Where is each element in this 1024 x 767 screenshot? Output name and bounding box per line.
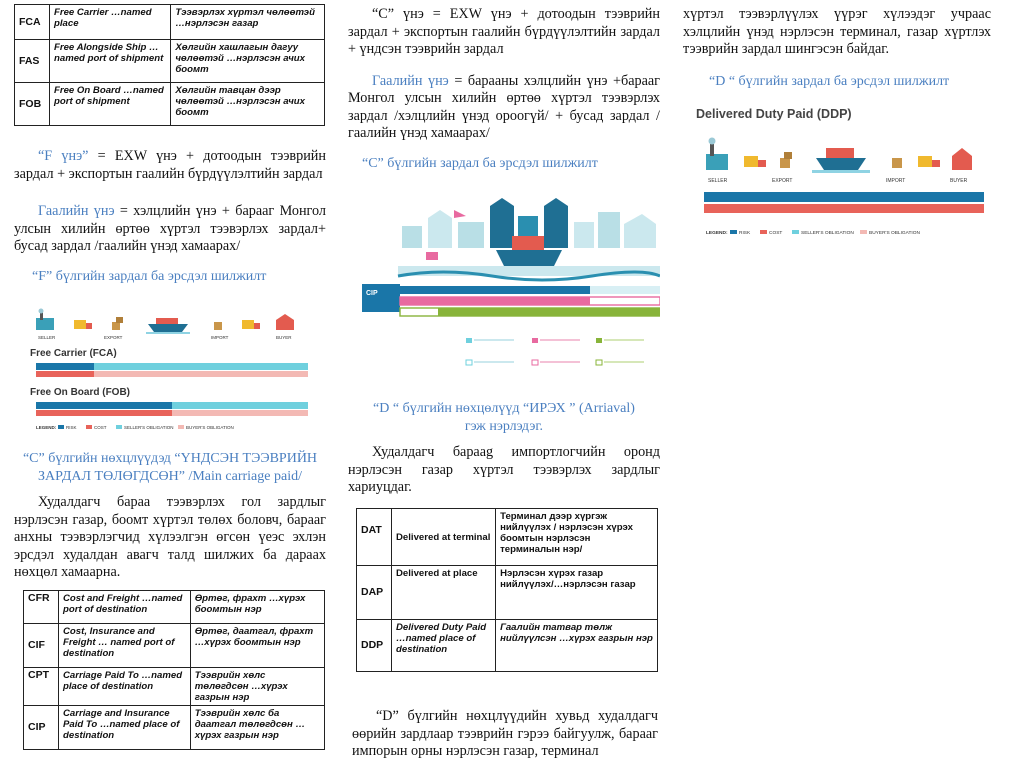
f-price-formula bbox=[14, 148, 326, 183]
boxes-icon bbox=[780, 152, 792, 168]
c-group-figure bbox=[362, 188, 660, 376]
table-row bbox=[15, 40, 325, 83]
term-mongolian: Хөлгийн хашлагын дагуу чөлөөтэй …нэрлэсэн ачих боомт bbox=[171, 40, 325, 83]
term-code: FOB bbox=[15, 83, 50, 126]
seller-label: SELLER bbox=[38, 335, 56, 340]
column-3 bbox=[683, 6, 991, 90]
column-1-lower bbox=[14, 450, 326, 582]
truck-icon bbox=[74, 320, 92, 329]
table-row bbox=[24, 668, 325, 706]
term-english: Carriage Paid To …named place of destination bbox=[59, 668, 191, 706]
column-2 bbox=[348, 6, 660, 172]
fob-cost-bar bbox=[36, 410, 172, 416]
term-mongolian: Хөлгийн тавцан дээр чөлөөтэй …нэрлэсэн ачих боомт bbox=[171, 83, 325, 126]
table-row bbox=[24, 624, 325, 668]
cip-buyer-bar bbox=[438, 308, 660, 316]
term-english: Delivered at place bbox=[392, 566, 496, 620]
table-row bbox=[357, 509, 658, 566]
cip-seller-bar bbox=[400, 286, 590, 294]
cip-cost-bar bbox=[400, 297, 590, 305]
legend-cost: COST bbox=[769, 231, 783, 236]
term-english: Carriage and Insurance Paid To …named place of destination bbox=[59, 706, 191, 750]
ddp-illustration bbox=[696, 104, 986, 254]
term-english: Free Alongside Ship …named port of shipment bbox=[50, 40, 171, 83]
buyer-label: BUYER bbox=[276, 335, 292, 340]
truck-icon bbox=[918, 156, 940, 167]
c-risk-heading: “C” бүлгийн зардал ба эрсдэл шилжилт bbox=[362, 155, 598, 171]
table-row bbox=[24, 706, 325, 750]
term-mongolian: Терминал дээр хүргэж нийлүүлэх / нэрлэсэн хүрэх боомтын нэрлэсэн терминалын нэр/ bbox=[496, 509, 658, 566]
legend-seller-obligation: SELLER'S OBLIGATION bbox=[124, 425, 174, 430]
term-mongolian: Тээвэрлэх хүртэл чөлөөтэй …нэрлэсэн газар bbox=[171, 5, 325, 40]
fob-label: Free On Board (FOB) bbox=[30, 387, 131, 398]
term-mongolian: Өртөг, фрахт …хүрэх боомтын нэр bbox=[190, 591, 324, 624]
import-label: IMPORT bbox=[886, 178, 906, 184]
ddp-figure bbox=[696, 104, 986, 254]
term-english: Delivered Duty Paid …named place of destination bbox=[392, 620, 496, 672]
truck-icon bbox=[744, 156, 766, 167]
term-code: FAS bbox=[15, 40, 50, 83]
term-mongolian: Гаалийн татвар төлж нийлүүлсэн …хүрэх газрын нэр bbox=[496, 620, 658, 672]
boxes-icon bbox=[214, 322, 222, 330]
f-group-figure bbox=[28, 308, 310, 440]
column-1 bbox=[14, 0, 326, 285]
term-code: CFR bbox=[24, 591, 59, 624]
table-row bbox=[357, 620, 658, 672]
seller-label: SELLER bbox=[708, 178, 728, 184]
warehouse-icon bbox=[952, 148, 972, 170]
truck-icon bbox=[242, 320, 260, 329]
term-mongolian: Өртөг, даатгал, фрахт …хүрэх боомтын нэр bbox=[190, 624, 324, 668]
term-code: DDP bbox=[357, 620, 392, 672]
table-row bbox=[24, 591, 325, 624]
term-english: Cost, Insurance and Freight … named port of destination bbox=[59, 624, 191, 668]
d-group-bottom-paragraph: “D” бүлгийн нөхцлүүдийн хувьд худалдагч өөрийн зардлаар тээврийн гэрээ байгуулж, барааг импорын орны нэрлэсэн газар, терминал bbox=[352, 708, 658, 759]
c-price-formula bbox=[348, 6, 660, 59]
customs-value-term: Гаалийн үнэ bbox=[372, 72, 449, 89]
legend-risk: RISK bbox=[66, 425, 77, 430]
customs-value-formula-c bbox=[348, 73, 660, 143]
factory-icon bbox=[36, 309, 54, 331]
table-row bbox=[357, 566, 658, 620]
term-code: CPT bbox=[24, 668, 59, 706]
c-group-paragraph: Худалдагч бараа тээвэрлэх гол зардлыг нэрлэсэн газар, боомт хүртэл төлөх боловч, барааг анхны тээвэрлэгчид хүлээлгэн өгсөн үеэс эхлэн эрсдэл худалдан авагч талд шилжих ба дараах нөхцөл хамаарна. bbox=[14, 494, 326, 580]
d-terms-table bbox=[356, 508, 658, 672]
term-code: DAT bbox=[357, 509, 392, 566]
fca-cost-bar bbox=[36, 371, 94, 377]
c-price-term: “C” bbox=[372, 6, 395, 22]
table-row bbox=[15, 5, 325, 40]
warehouse-icon bbox=[276, 314, 294, 330]
f-terms-table bbox=[14, 4, 325, 126]
customs-value-formula bbox=[14, 203, 326, 256]
ship-icon bbox=[812, 148, 870, 173]
table-row bbox=[15, 83, 325, 126]
d-risk-heading: “D “ бүлгийн зардал ба эрсдэл шилжилт bbox=[709, 73, 950, 89]
ddp-title: Delivered Duty Paid (DDP) bbox=[696, 107, 852, 121]
legend-buyer-obligation: BUYER'S OBLIGATION bbox=[186, 425, 234, 430]
term-mongolian: Тээврийн хөлс төлөгдсөн …хүрэх газрын нэр bbox=[190, 668, 324, 706]
cip-label: CIP bbox=[366, 290, 378, 297]
legend-label: LEGEND: bbox=[706, 231, 728, 236]
customs-value-text: = барааны хэлцлийн үнэ +барааг Монгол улсын хилийн өртөө хүртэл тээвэрлэх зардал /хэлцлийн үнэд ороогүй/ + бусад зардал /гаалийн үнэд хамаарах/ bbox=[348, 72, 661, 141]
legend-label: LEGEND: bbox=[36, 425, 57, 430]
fca-risk-bar bbox=[36, 363, 94, 370]
export-label: EXPORT bbox=[104, 335, 123, 340]
c-price-text: үнэ = EXW үнэ + дотоодын тээврийн зардал + экспортын гаалийн бүрдүүлэлтийн зардал + үндсэн тээврийн зардал bbox=[348, 6, 660, 57]
ddp-risk-bar bbox=[704, 192, 984, 202]
c-terms-table bbox=[23, 590, 325, 750]
import-label: IMPORT bbox=[211, 335, 229, 340]
legend bbox=[466, 338, 644, 365]
f-price-term: “F үнэ” bbox=[38, 148, 89, 164]
term-mongolian: Тээврийн хөлс ба даатгал төлөгдсөн …хүрэх газрын нэр bbox=[190, 706, 324, 750]
factory-icon bbox=[706, 138, 728, 171]
legend-seller-obligation: SELLER'S OBLIGATION bbox=[801, 231, 854, 236]
term-english: Free Carrier …named place bbox=[50, 5, 171, 40]
legend-buyer-obligation: BUYER'S OBLIGATION bbox=[869, 231, 920, 236]
term-english: Delivered at terminal bbox=[392, 509, 496, 566]
export-label: EXPORT bbox=[772, 178, 793, 184]
boxes-icon bbox=[112, 317, 123, 330]
ship-icon bbox=[146, 318, 190, 334]
customs-value-term: Гаалийн үнэ bbox=[38, 203, 115, 219]
truck-icon bbox=[426, 252, 438, 260]
fob-risk-bar bbox=[36, 402, 172, 409]
term-english: Free On Board …named port of shipment bbox=[50, 83, 171, 126]
term-code: CIF bbox=[24, 624, 59, 668]
d-group-paragraph: Худалдагч бараag импортлогчийн оронд нэрлэсэн газар хүртэл тээвэрлэх зардлыг хариуцдаг. bbox=[348, 444, 660, 495]
column-2-lower bbox=[348, 400, 660, 497]
customs-value-text: = хэлцлийн үнэ + барааг Монгол улсын хилийн өртөө хүртэл тээвэрлэх зардал+ бусад зардал /гаалийн үнэд хамаарах/ bbox=[14, 203, 326, 254]
f-price-text: = EXW үнэ + дотоодын тээврийн зардал + экспортын гаалийн бүрдүүлэлтийн зардал bbox=[14, 148, 326, 182]
c-group-illustration bbox=[362, 188, 660, 376]
term-code: FCA bbox=[15, 5, 50, 40]
buyer-label: BUYER bbox=[950, 178, 968, 184]
boxes-icon bbox=[892, 158, 902, 168]
term-english: Cost and Freight …named port of destination bbox=[59, 591, 191, 624]
f-group-illustration bbox=[28, 308, 310, 440]
term-code: CIP bbox=[24, 706, 59, 750]
legend-cost: COST bbox=[94, 425, 107, 430]
d-group-heading: “D “ бүлгийн нөхцөлүүд “ИРЭХ ” (Arriaval) гэж нэрлэдэг. bbox=[373, 401, 635, 434]
legend-risk: RISK bbox=[739, 231, 751, 236]
f-risk-heading: “F” бүлгийн зардал ба эрсдэл шилжилт bbox=[32, 268, 267, 284]
term-code: DAP bbox=[357, 566, 392, 620]
term-mongolian: Нэрлэсэн хүрэх газар нийлүүлэх/…нэрлэсэн газар bbox=[496, 566, 658, 620]
ddp-cost-bar bbox=[704, 204, 984, 213]
c-group-heading: “C” бүлгийн нөхцлүүдэд “ҮНДСЭН ТЭЭВРИЙН ЗАРДАЛ ТӨЛӨГДСӨН” /Main carriage paid/ bbox=[22, 451, 318, 484]
fca-label: Free Carrier (FCA) bbox=[30, 348, 117, 359]
d-group-continued-paragraph: хүртэл тээвэрлүүлэх үүрэг хүлээдэг учраас хэлцлийн үнэд нэрлэсэн терминал, газар хүртлэх тээврийн зардал шингэсэн байдаг. bbox=[683, 6, 991, 57]
